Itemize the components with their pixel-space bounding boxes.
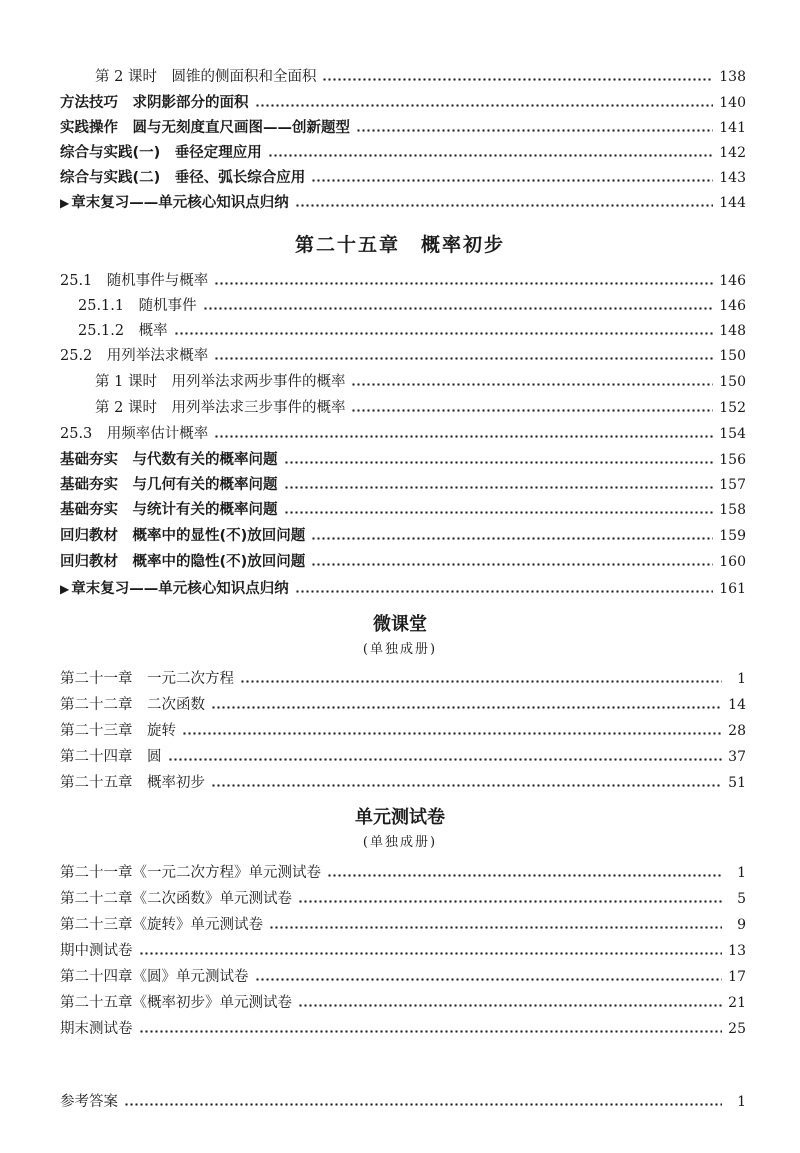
toc-entry-page: 157 [719,477,746,493]
leader-dots [255,977,723,982]
toc-entry-page: 14 [728,697,746,713]
toc-entry-page: 144 [719,195,746,211]
toc-entry-label: 第 2 课时 用列举法求三步事件的概率 [95,400,346,416]
toc-entry-page: 17 [728,969,746,985]
toc-entry-page: 13 [728,943,746,959]
toc-entry[interactable] [60,88,746,112]
leader-dots [295,589,714,594]
toc-entry-page: 9 [737,917,746,933]
toc-entry-page: 28 [728,723,746,739]
toc-entry-page: 142 [719,145,746,161]
toc-entry[interactable] [95,393,746,417]
toc-entry[interactable] [95,367,746,391]
leader-dots [203,306,714,311]
toc-entry[interactable] [60,419,746,443]
leader-dots [214,356,713,361]
toc-entry[interactable] [60,266,746,290]
toc-entry-label: 回归教材 概率中的显性(不)放回问题 [60,528,306,544]
triangle-right-icon: ▶ [60,582,70,596]
toc-entry-page: 159 [719,528,746,544]
leader-dots [284,510,714,515]
toc-entry[interactable] [60,936,746,960]
leader-dots [311,536,713,541]
toc-entry-label: 章末复习——单元核心知识点归纳 [71,581,289,597]
leader-dots [327,873,722,878]
toc-entry[interactable] [60,1014,746,1038]
toc-entry[interactable] [60,962,746,986]
toc-entry[interactable] [60,521,746,545]
toc-entry-label: 第二十五章 概率初步 [60,775,205,791]
toc-entry[interactable] [60,988,746,1012]
toc-entry-page: 154 [719,426,746,442]
toc-entry-page: 5 [737,891,746,907]
toc-entry-page: 146 [719,273,746,289]
leader-dots [298,899,722,904]
toc-entry-page: 143 [719,170,746,186]
toc-entry-label: 第二十三章《旋转》单元测试卷 [60,917,263,933]
section-subtitle: (单独成册) [362,642,438,657]
leader-dots [268,153,714,158]
chapter-title: 第二十五章 概率初步 [294,234,505,256]
leader-dots [139,1029,723,1034]
toc-entry-label: 期中测试卷 [60,943,133,959]
toc-entry-label: 第 2 课时 圆锥的侧面积和全面积 [95,69,317,85]
toc-entry-label: 基础夯实 与几何有关的概率问题 [60,477,278,493]
leader-dots [322,77,713,82]
toc-entry[interactable] [60,495,746,519]
toc-entry-label: 第二十三章 旋转 [60,723,176,739]
leader-dots [174,331,714,336]
toc-entry-page: 161 [719,581,746,597]
section-title: 微课堂 [373,614,427,635]
toc-entry[interactable] [60,445,746,469]
toc-entry[interactable] [60,768,746,792]
toc-entry-page: 158 [719,502,746,518]
toc-entry-page: 25 [728,1021,746,1037]
toc-entry-page: 150 [719,374,746,390]
leader-dots [214,434,713,439]
toc-entry-page: 160 [719,554,746,570]
toc-entry-page: 148 [719,323,746,339]
toc-entry-page: 1 [737,1094,746,1110]
toc-entry[interactable] [60,716,746,740]
toc-entry-label: 25.1.2 概率 [78,323,168,339]
toc-entry[interactable] [60,113,746,137]
leader-dots [255,103,714,108]
toc-entry-label: 实践操作 圆与无刻度直尺画图——创新题型 [60,120,350,136]
toc-entry[interactable] [60,138,746,162]
toc-entry[interactable] [60,163,746,187]
toc-entry[interactable] [60,470,746,494]
toc-entry-label: 第二十一章《一元二次方程》单元测试卷 [60,865,321,881]
leader-dots [168,757,723,762]
toc-entry-label: 25.1 随机事件与概率 [60,273,209,289]
section-title: 单元测试卷 [355,807,445,828]
toc-entry[interactable] [60,858,746,882]
toc-entry-page: 37 [728,749,746,765]
leader-dots [269,925,722,930]
toc-entry-page: 152 [719,400,746,416]
leader-dots [284,460,714,465]
leader-dots [182,731,722,736]
toc-entry[interactable] [60,910,746,934]
leader-dots [240,679,722,684]
toc-entry[interactable] [60,341,746,365]
toc-entry-page: 156 [719,452,746,468]
toc-entry-label: 基础夯实 与统计有关的概率问题 [60,502,278,518]
leader-dots [351,408,713,413]
toc-entry[interactable] [60,690,746,714]
section-subtitle: (单独成册) [362,835,438,850]
leader-dots [139,951,723,956]
toc-entry[interactable] [78,316,746,340]
leader-dots [295,203,714,208]
toc-entry-label: 25.1.1 随机事件 [78,298,197,314]
toc-entry-label: 第二十二章《二次函数》单元测试卷 [60,891,292,907]
leader-dots [356,128,713,133]
toc-entry[interactable] [60,884,746,908]
toc-entry-label: 参考答案 [60,1094,118,1110]
leader-dots [298,1003,722,1008]
toc-entry-answers[interactable] [60,1087,746,1111]
toc-entry-label: 期末测试卷 [60,1021,133,1037]
leader-dots [124,1102,722,1107]
toc-entry-label: 第二十一章 一元二次方程 [60,671,234,687]
triangle-right-icon: ▶ [60,196,70,210]
toc-entry-page: 150 [719,348,746,364]
toc-entry-label: 回归教材 概率中的隐性(不)放回问题 [60,554,306,570]
toc-entry-label: 第 1 课时 用列举法求两步事件的概率 [95,374,346,390]
toc-entry-page: 51 [728,775,746,791]
toc-entry[interactable] [60,664,746,688]
toc-entry-label: 25.2 用列举法求概率 [60,348,209,364]
leader-dots [211,783,722,788]
toc-entry-label: 章末复习——单元核心知识点归纳 [71,195,289,211]
leader-dots [311,178,713,183]
toc-entry-label: 基础夯实 与代数有关的概率问题 [60,452,278,468]
toc-entry-page: 1 [737,865,746,881]
toc-entry-label: 方法技巧 求阴影部分的面积 [60,95,249,111]
toc-entry-page: 21 [728,995,746,1011]
toc-entry-review[interactable] [60,188,746,212]
toc-entry-review[interactable] [60,574,746,598]
toc-entry-label: 25.3 用频率估计概率 [60,426,209,442]
leader-dots [351,382,713,387]
toc-entry[interactable] [60,547,746,571]
toc-entry-page: 140 [719,95,746,111]
toc-entry-label: 综合与实践(二) 垂径、弧长综合应用 [60,170,306,186]
toc-entry[interactable] [95,62,746,86]
toc-entry-page: 138 [719,69,746,85]
toc-entry-label: 第二十二章 二次函数 [60,697,205,713]
toc-entry-label: 第二十五章《概率初步》单元测试卷 [60,995,292,1011]
toc-entry[interactable] [78,291,746,315]
toc-entry-page: 141 [719,120,746,136]
toc-entry-label: 综合与实践(一) 垂径定理应用 [60,145,262,161]
leader-dots [211,705,722,710]
toc-entry[interactable] [60,742,746,766]
toc-entry-label: 第二十四章 圆 [60,749,162,765]
leader-dots [311,562,713,567]
toc-entry-page: 146 [719,298,746,314]
toc-entry-label: 第二十四章《圆》单元测试卷 [60,969,249,985]
toc-entry-page: 1 [737,671,746,687]
leader-dots [214,281,713,286]
leader-dots [284,485,714,490]
